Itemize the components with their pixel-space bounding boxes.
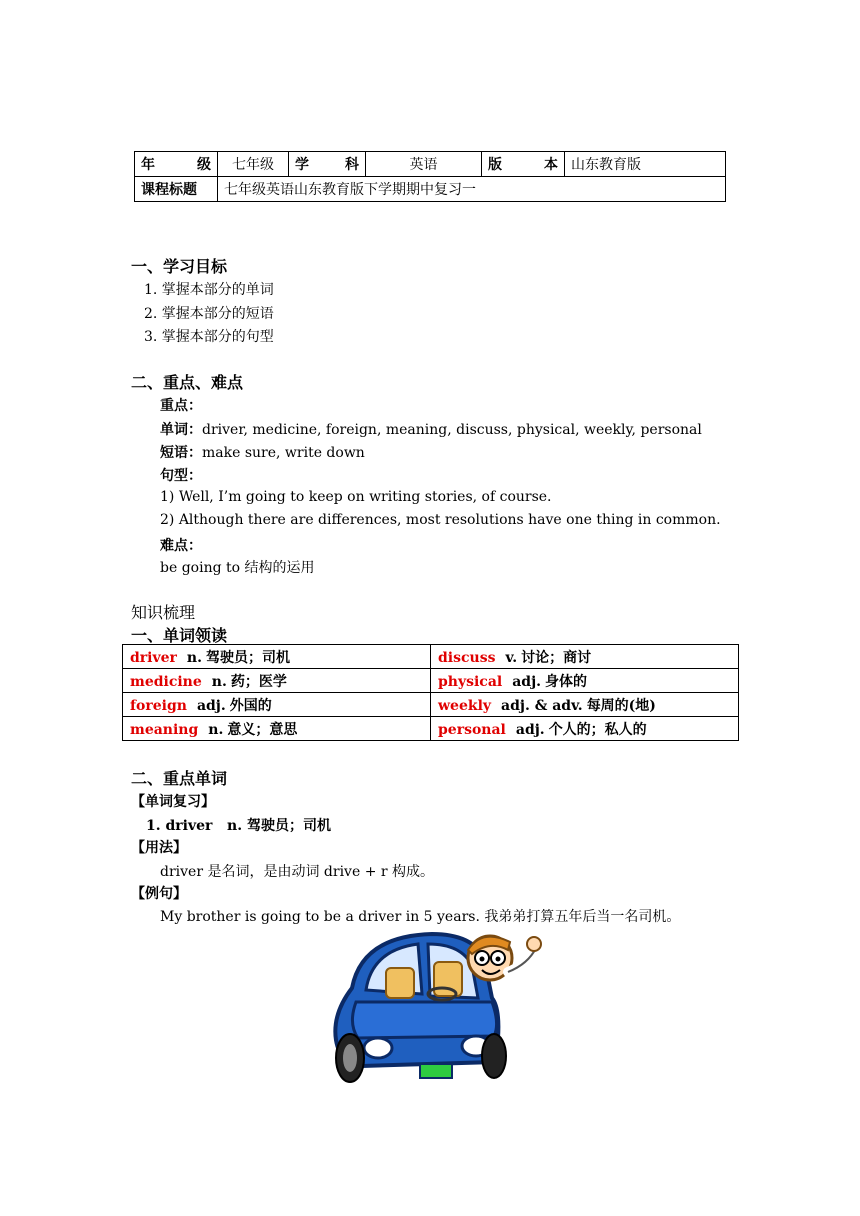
subject-label: 学 科	[289, 152, 366, 177]
usage-label: 【用法】	[131, 840, 187, 856]
vocab-def: 意义；意思	[227, 721, 298, 738]
difficult-text: be going to 结构的运用	[160, 560, 315, 576]
vocab-cell	[431, 717, 739, 741]
vocab-def: 驾驶员；司机	[205, 649, 290, 666]
edition-label: 版 本	[482, 152, 565, 177]
example-label: 【例句】	[131, 886, 187, 902]
phrases-line	[160, 442, 365, 462]
vocab-def: 药；医学	[230, 673, 287, 690]
vocab-def: 个人的；私人的	[548, 721, 647, 738]
table-row	[123, 645, 739, 669]
vocab-pos: adj. & adv.	[501, 697, 583, 714]
vocab-word: foreign	[130, 697, 187, 714]
phrases-label: 短语：	[160, 445, 202, 461]
example-text: My brother is going to be a driver in 5 years. 我弟弟打算五年后当一名司机。	[160, 909, 681, 925]
course-info-table	[134, 151, 726, 202]
vocab-table	[122, 644, 739, 741]
words-text: driver, medicine, foreign, meaning, discuss, physical, weekly, personal	[202, 422, 702, 438]
edition-value: 山东教育版	[565, 152, 726, 177]
vocab-word: meaning	[130, 721, 199, 738]
vocab-cell	[431, 693, 739, 717]
vocab-cell	[431, 669, 739, 693]
vocab-word: medicine	[130, 673, 202, 690]
cartoon-driver-car-icon	[322, 928, 548, 1090]
vocab-word: weekly	[438, 697, 492, 714]
key-points-heading: 二、重点、难点	[131, 373, 244, 392]
vocab-heading: 一、单词领读	[131, 626, 228, 645]
vocab-def: 身体的	[545, 673, 588, 690]
vocab-pos: n.	[211, 673, 227, 690]
subject-value: 英语	[366, 152, 482, 177]
vocab-cell	[123, 669, 431, 693]
grade-label: 年 级	[135, 152, 218, 177]
entry-num: 1.	[146, 818, 161, 834]
vocab-pos: adj.	[515, 721, 545, 738]
vocab-pos: adj.	[196, 697, 226, 714]
sentence-2: 2) Although there are differences, most resolutions have one thing in common.	[160, 512, 721, 528]
vocab-def: 每周的(地)	[586, 697, 656, 714]
vocab-word: discuss	[438, 649, 496, 666]
words-line	[160, 419, 702, 439]
objective-item: 1. 掌握本部分的单词	[144, 282, 274, 298]
objective-item: 3. 掌握本部分的句型	[144, 329, 274, 345]
table-row	[123, 669, 739, 693]
entry-def: 驾驶员；司机	[246, 818, 331, 834]
words-label: 单词：	[160, 422, 202, 438]
vocab-word: driver	[130, 649, 177, 666]
table-row	[123, 717, 739, 741]
vocab-def: 讨论；商讨	[521, 649, 592, 666]
entry-word: driver	[165, 818, 213, 834]
table-row	[123, 693, 739, 717]
entry-line	[146, 815, 331, 835]
review-label: 【单词复习】	[131, 794, 215, 810]
title-value: 七年级英语山东教育版下学期期中复习一	[218, 177, 726, 202]
entry-pos: n.	[227, 818, 243, 834]
key-words-heading: 二、重点单词	[131, 769, 228, 788]
vocab-word: physical	[438, 673, 503, 690]
vocab-pos: n.	[208, 721, 224, 738]
vocab-pos: v.	[505, 649, 518, 666]
vocab-def: 外国的	[229, 697, 272, 714]
difficult-label: 难点：	[160, 538, 202, 554]
vocab-cell	[123, 717, 431, 741]
title-label: 课程标题	[135, 177, 218, 202]
vocab-pos: adj.	[512, 673, 542, 690]
sentence-1: 1) Well, I’m going to keep on writing stories, of course.	[160, 489, 552, 505]
objectives-heading: 一、学习目标	[131, 257, 228, 276]
vocab-cell	[431, 645, 739, 669]
phrases-text: make sure, write down	[202, 445, 365, 461]
key-label: 重点：	[160, 398, 202, 414]
objective-item: 2. 掌握本部分的短语	[144, 306, 274, 322]
vocab-cell	[123, 693, 431, 717]
vocab-pos: n.	[186, 649, 202, 666]
sentences-label: 句型：	[160, 468, 202, 484]
usage-text: driver 是名词，是由动词 drive + r 构成。	[160, 864, 435, 880]
knowledge-heading: 知识梳理	[131, 603, 196, 622]
vocab-word: personal	[438, 721, 506, 738]
vocab-cell	[123, 645, 431, 669]
grade-value: 七年级	[218, 152, 289, 177]
